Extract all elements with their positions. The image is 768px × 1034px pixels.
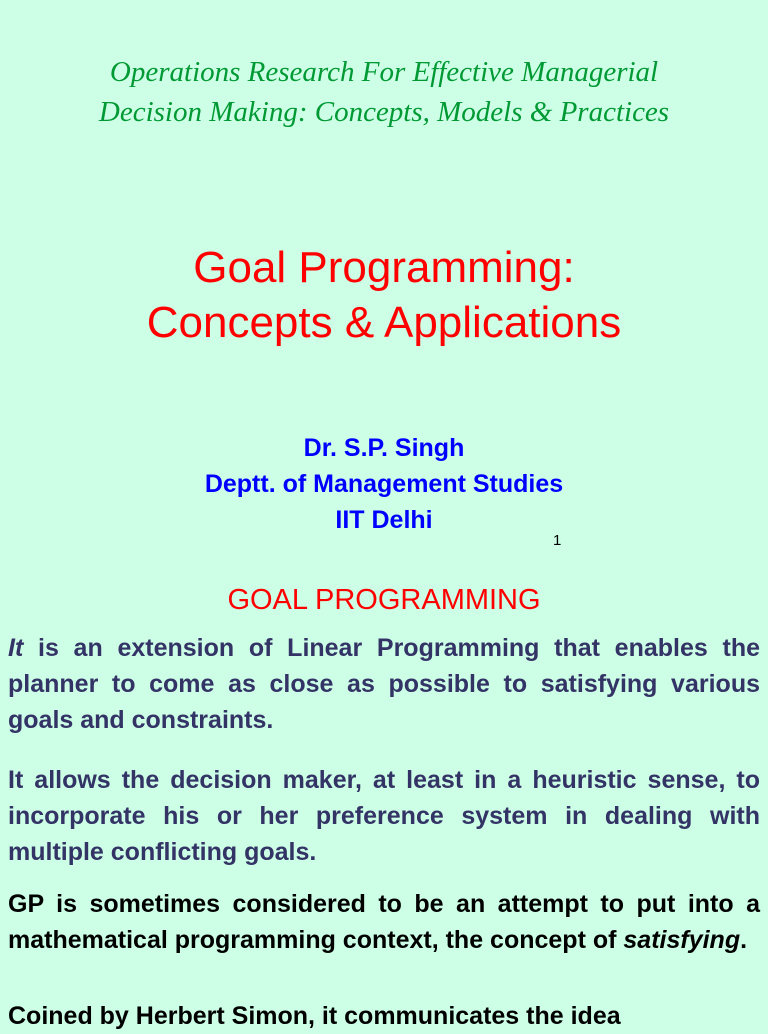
slide-title-line-1: Goal Programming: [193,243,575,292]
author-name: Dr. S.P. Singh [303,434,465,462]
paragraph-definition-text: is an extension of Linear Programming that enables the planner to come as close as possible to satisfying various goals and constraints. [8,634,760,734]
author-department: Deptt. of Management Studies [204,470,564,498]
paragraph-satisfying-end: . [740,926,748,954]
slide-title [0,240,768,350]
paragraph-definition [8,630,760,738]
paragraph-satisfying-emphasis: satisfying [623,926,741,954]
paragraph-preference: It allows the decision maker, at least in a heuristic sense, to incorporate his or her preference system in dealing with multiple conflicting goals. [8,766,760,866]
slide-title-line-2: Concepts & Applications [146,298,622,347]
course-title-line-1: Operations Research For Effective Managerial [109,56,659,88]
content-slide [0,560,768,1030]
author-institution: IIT Delhi [335,506,433,534]
course-title [0,52,768,132]
paragraph-satisfying [8,886,760,958]
paragraph-simon: Coined by Herbert Simon, it communicates the idea [8,1002,621,1030]
author-block [0,430,768,538]
paragraph-satisfying-text: GP is sometimes considered to be an attempt to put into a mathematical programming context, the concept of [8,890,760,954]
course-title-line-2: Decision Making: Concepts, Models & Practices [98,96,670,128]
section-heading: GOAL PROGRAMMING [227,584,541,616]
page-number: 1 [553,532,562,549]
paragraph-definition-lead: It [8,634,24,662]
